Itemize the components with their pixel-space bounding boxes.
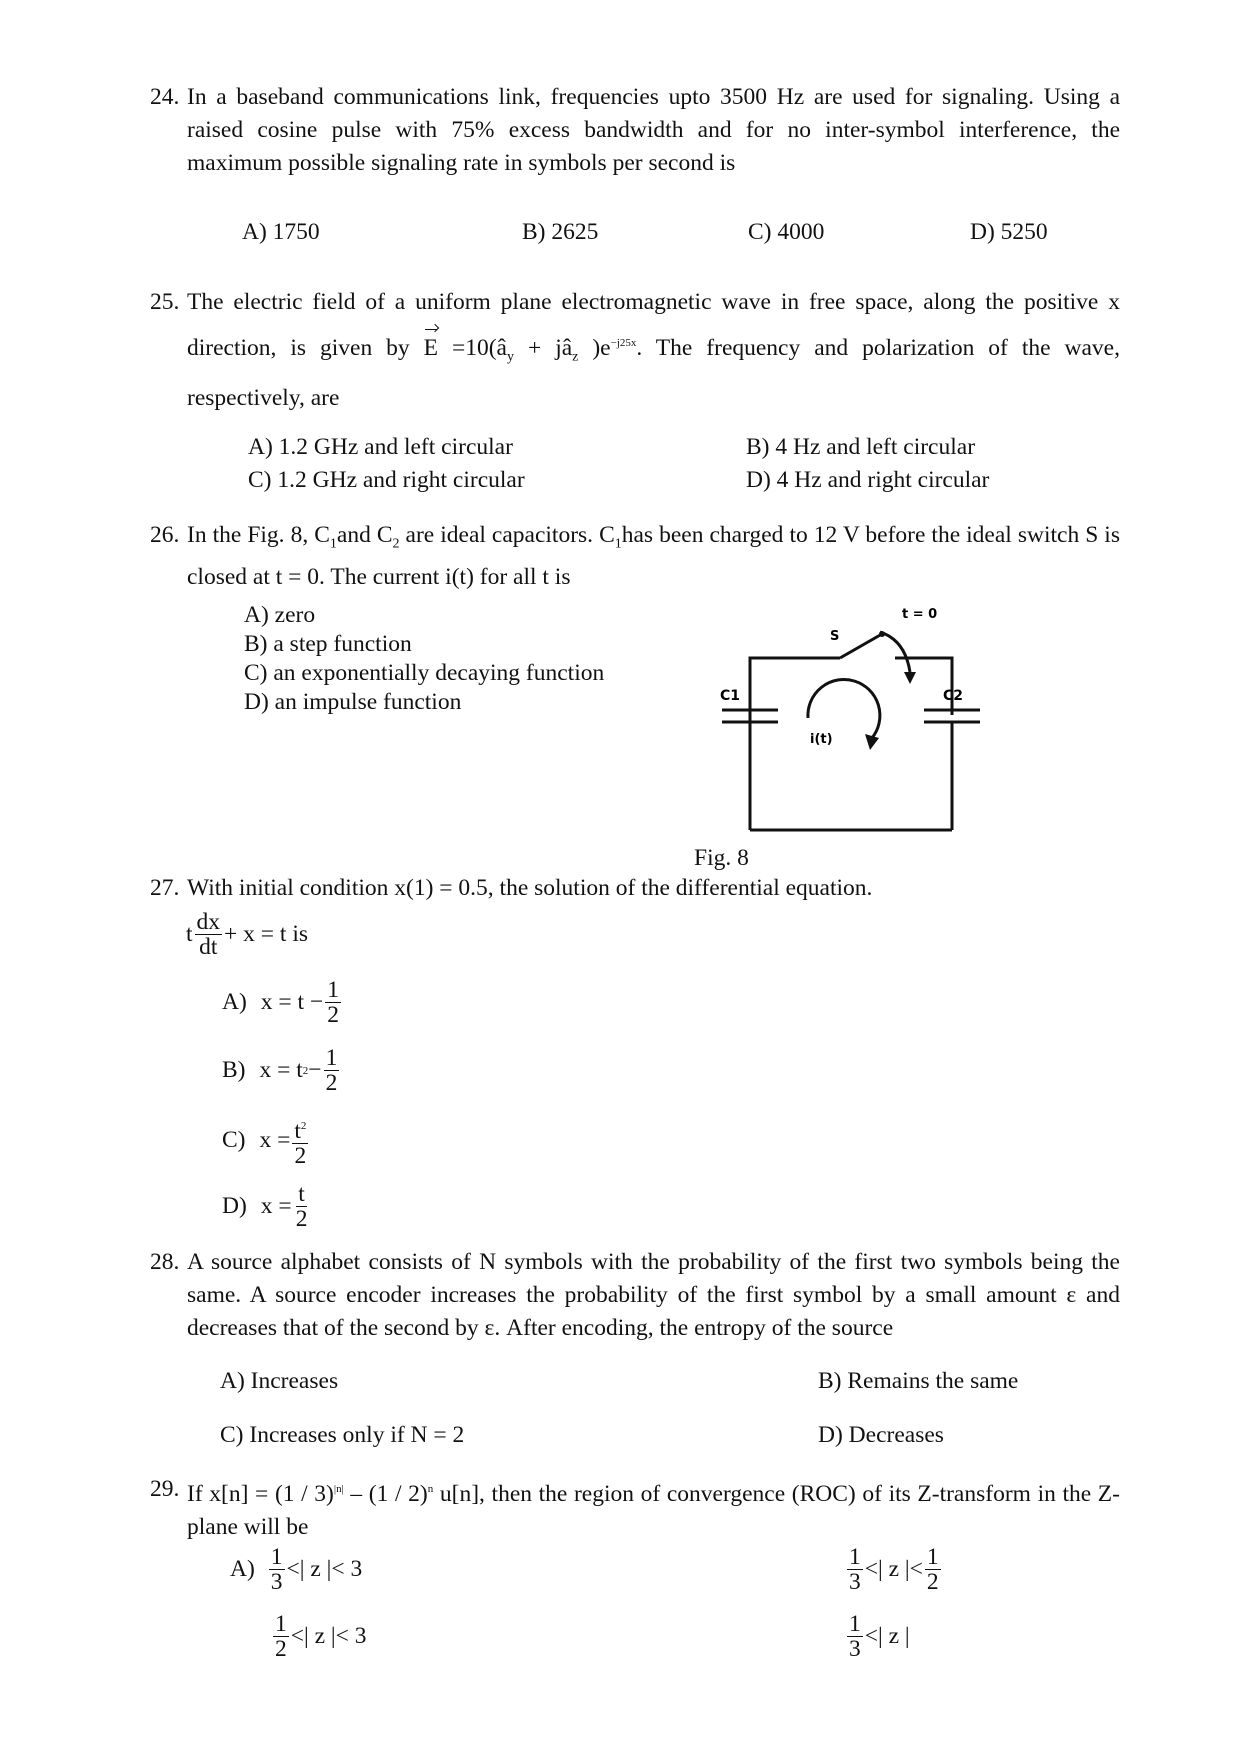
question-text: The electric field of a uniform plane electromagnetic wave in free space, along the positive x direction, is given by $E =10(â_y$ + $jâ_z$ )$e^{-j25x}$. The frequency and polarization of the wave, respectively, are — [187, 289, 1120, 411]
option-b: $\frac{1}{3}$ <| z |< $\frac{1}{2}$ — [849, 1544, 939, 1595]
question-25 — [150, 282, 1120, 419]
question-number: 25. — [150, 289, 180, 315]
question-text: If x[n] = (1 / 3)$^{|n|}$ – (1 / 2)$^n$ u[n], then the region of convergence (ROC) of its Z-transform in the Z-plane will be — [187, 1480, 1120, 1540]
current-arrowhead — [865, 734, 879, 750]
option-b: B) 2625 — [522, 219, 599, 245]
label-t0: t = 0 — [902, 607, 938, 622]
option-d: D) x = $\frac{t}{2}$ — [222, 1181, 308, 1232]
question-number: 24. — [150, 84, 180, 110]
option-c: C) Increases only if N = 2 — [220, 1422, 465, 1448]
option-d: $\frac{1}{3}$ <| z | — [849, 1611, 910, 1662]
question-24 — [150, 81, 1120, 180]
circuit-diagram — [700, 600, 980, 845]
option-d: D) an impulse function — [244, 689, 462, 715]
label-c2: C2 — [943, 688, 964, 704]
switch-arrowhead — [904, 672, 916, 684]
label-c1: C1 — [720, 688, 741, 704]
option-a: A) zero — [244, 602, 316, 628]
option-c: C) 1.2 GHz and right circular — [248, 467, 525, 493]
option-c: C) x = $\frac{t^2}{2}$ — [222, 1114, 310, 1168]
label-current: i(t) — [810, 732, 833, 747]
question-text: In a baseband communications link, frequencies upto 3500 Hz are used for signaling. Using a raised cosine pulse with 75% excess bandwidth and for no inter-symbol interference, the maximum possible signaling rate in symbols per second is — [187, 84, 1120, 176]
question-number: 26. — [150, 522, 180, 548]
question-text: In the Fig. 8, $C_1and$ $C_2$ are ideal capacitors. $C_1has$ been charged to 12 V before the ideal switch S is closed at t = 0. The current i(t) for all t is — [187, 522, 1120, 590]
question-text: With initial condition x(1) = 0.5, the solution of the differential equation. — [187, 875, 873, 901]
question-26 — [150, 519, 1120, 594]
option-a: A) Increases — [220, 1368, 339, 1394]
option-d: D) 5250 — [970, 219, 1048, 245]
option-a: A) x = t − $\frac{1}{2}$ — [222, 977, 339, 1028]
question-27 — [150, 872, 1120, 905]
option-b: B) x = t 2 − $\frac{1}{2}$ — [222, 1045, 338, 1096]
question-28 — [150, 1246, 1120, 1345]
question-29 — [150, 1473, 1120, 1544]
option-d: D) 4 Hz and right circular — [746, 467, 990, 493]
option-a: A) 1750 — [242, 219, 320, 245]
question-number: 28. — [150, 1249, 180, 1275]
label-switch: S — [830, 629, 840, 644]
option-a: A) $\frac{1}{3}$ <| z |< 3 — [230, 1544, 363, 1595]
option-c: C) 4000 — [748, 219, 825, 245]
question-number: 29. — [150, 1476, 180, 1502]
option-d: D) Decreases — [818, 1422, 944, 1448]
option-c: $\frac{1}{2}$ <| z |< 3 — [275, 1611, 367, 1662]
option-a: A) 1.2 GHz and left circular — [248, 434, 513, 460]
question-text: A source alphabet consists of N symbols with the probability of the first two symbols being the same. A source encoder increases the probability of the first symbol by a small amount ε and decreases that of the second by ε. After encoding, the entropy of the source — [187, 1249, 1120, 1341]
question-number: 27. — [150, 875, 180, 901]
figure-caption: Fig. 8 — [694, 845, 749, 871]
option-b: B) Remains the same — [818, 1368, 1019, 1394]
electric-field-equation: $E =10(â_y$ + $jâ_z$ )$e^{-j25x}$ — [424, 335, 637, 361]
differential-equation: t $\frac{dx}{dt}$ + x = t is — [186, 909, 308, 960]
option-c: C) an exponentially decaying function — [244, 660, 605, 686]
option-b: B) a step function — [244, 631, 412, 657]
option-b: B) 4 Hz and left circular — [746, 434, 976, 460]
